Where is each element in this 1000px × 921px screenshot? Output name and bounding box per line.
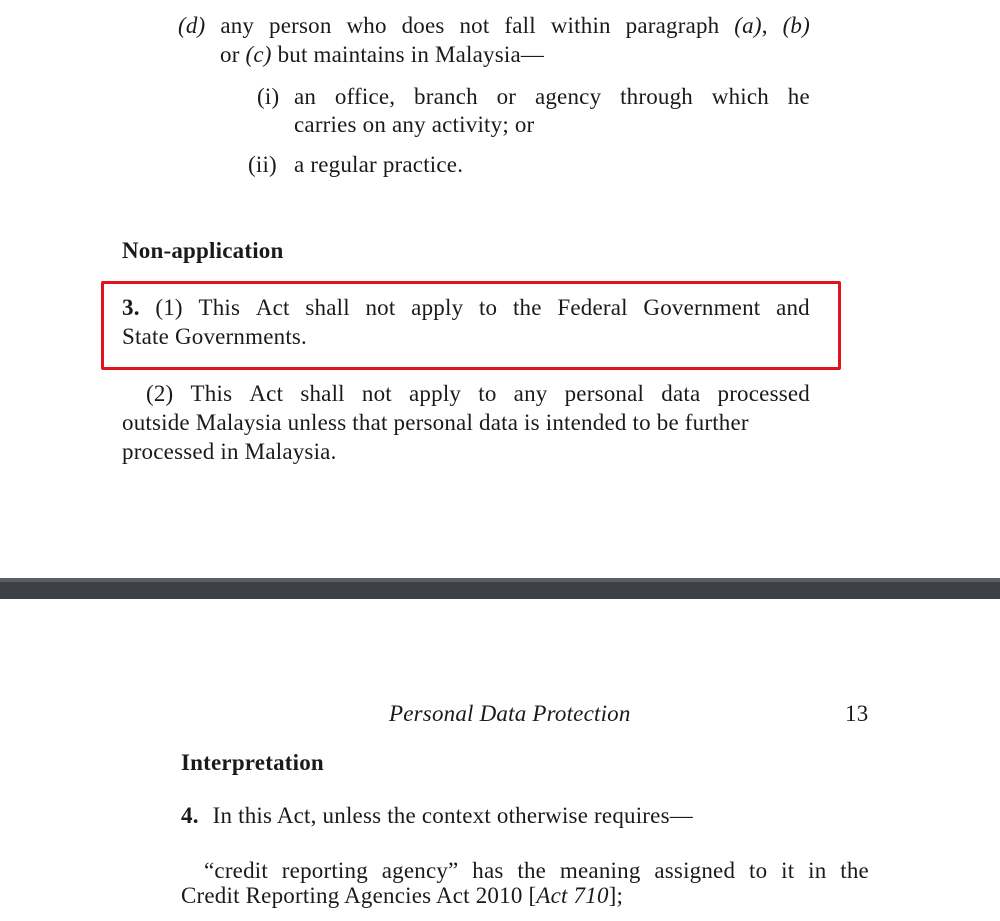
paragraph-d-word: fall (504, 13, 536, 38)
definition-word: the (840, 858, 869, 883)
definition-word: to (749, 858, 768, 883)
section-3-2-word: any (513, 381, 548, 406)
paragraph-d-word: paragraph (625, 13, 720, 38)
paragraph-d-word: not (459, 13, 490, 38)
paragraph-d-word: within (550, 13, 611, 38)
paragraph-d-line-1: (d) any person who does not fall within paragraph (a), (b) (178, 13, 810, 38)
paragraph-d-text: or (220, 42, 240, 67)
section-3-1-label: (1) (155, 295, 183, 320)
section-3-2-word: processed (717, 381, 810, 406)
document-page-lower (0, 599, 1000, 921)
section-3-2-line-3: processed in Malaysia. (122, 439, 337, 464)
paragraph-d-word: who (346, 13, 387, 38)
paragraph-d-line-2 (220, 40, 544, 69)
definition-word: reporting (281, 858, 368, 883)
section-3-2-word: data (661, 381, 701, 406)
item-i-word: office, (334, 84, 396, 109)
section-3-2-word: not (361, 381, 392, 406)
item-ii-text: a regular practice. (294, 152, 464, 177)
definition-word: assigned (654, 858, 736, 883)
running-title-text: Personal Data Protection (389, 701, 631, 726)
item-ii-label: (ii) (248, 152, 277, 177)
section-4-text: In this Act, unless the context otherwise requires— (212, 803, 693, 828)
section-3-2-text: outside Malaysia unless that personal data is intended to be further (122, 410, 749, 435)
section-3-2-label: (2) (146, 381, 174, 406)
definition-word: “credit (204, 858, 268, 883)
section-3-1-word: apply (411, 295, 464, 320)
definition-word: agency” (381, 858, 459, 883)
paragraph-c-ref: (c) (245, 42, 272, 67)
act-reference: Act 710 (536, 883, 609, 908)
item-i-word: through (620, 84, 694, 109)
definition-word: the (517, 858, 547, 883)
definition-line-2 (181, 881, 623, 910)
section-4-number: 4. (181, 803, 199, 828)
definition-word: meaning (559, 858, 641, 883)
item-i-line-2: carries on any activity; or (294, 112, 535, 137)
paragraph-d-word: person (269, 13, 332, 38)
item-i-word: agency (534, 84, 602, 109)
definition-word: in (808, 858, 827, 883)
section-3-1-word: Government (643, 295, 761, 320)
item-i-word: branch (414, 84, 478, 109)
section-3-1-word: to (478, 295, 498, 320)
paragraph-a-ref: (a) (734, 13, 762, 38)
section-3-2-word: shall (300, 381, 345, 406)
paragraph-d-word: any (220, 13, 255, 38)
section-3-1-word: not (365, 295, 396, 320)
item-i-line-1 (294, 82, 810, 111)
section-3-1-word: shall (305, 295, 350, 320)
paragraph-b-ref: (b) (782, 13, 810, 38)
section-3-1-word: and (776, 295, 810, 320)
section-heading-non-application: Non-application (122, 238, 284, 263)
page-number: 13 (845, 701, 869, 726)
item-i-word: or (496, 84, 517, 109)
highlight-box (101, 281, 841, 370)
item-i-label: (i) (257, 84, 280, 109)
section-3-1-word: the (512, 295, 542, 320)
section-3-2-word: This (190, 381, 233, 406)
definition-text: Credit Reporting Agencies Act 2010 [ (181, 883, 537, 908)
definition-text: ]; (608, 883, 624, 908)
page-separator (0, 578, 1000, 599)
section-3-number: 3. (122, 295, 140, 320)
definition-word: it (781, 858, 795, 883)
section-3-1-word: This (198, 295, 241, 320)
item-i-word: which (711, 84, 770, 109)
section-4-line (181, 801, 693, 830)
section-3-2-word: Act (249, 381, 284, 406)
section-3-2-word: apply (409, 381, 462, 406)
section-3-2-line-2 (122, 408, 810, 437)
running-title (389, 699, 631, 728)
section-3-1-word: Act (255, 295, 290, 320)
paragraph-d-text: but maintains in Malaysia— (277, 42, 545, 67)
definition-word: has (472, 858, 504, 883)
paragraph-d-word: does (401, 13, 445, 38)
section-3-1-line-2: State Governments. (122, 324, 308, 349)
item-i-word: an (294, 84, 317, 109)
section-3-2-word: to (478, 381, 497, 406)
section-3-1-word: Federal (557, 295, 628, 320)
section-3-2-line-1 (146, 379, 810, 408)
item-i-word: he (787, 84, 810, 109)
section-3-2-word: personal (564, 381, 645, 406)
paragraph-d-label: (d) (178, 13, 206, 38)
section-heading-interpretation: Interpretation (181, 750, 324, 775)
